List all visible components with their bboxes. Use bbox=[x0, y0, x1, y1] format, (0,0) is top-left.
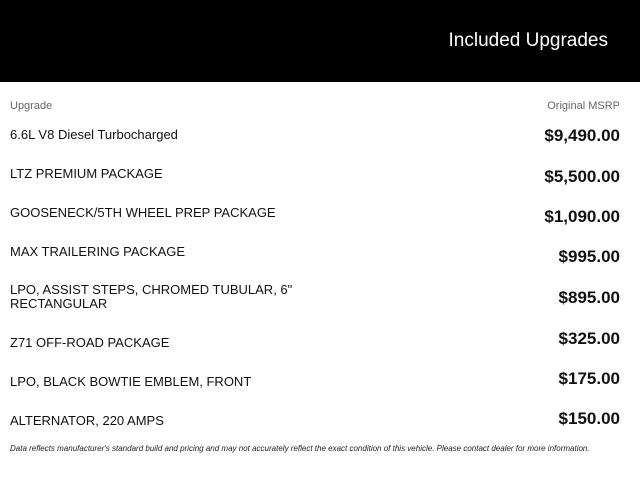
upgrade-price: $1,090.00 bbox=[544, 207, 620, 226]
upgrade-row bbox=[10, 369, 620, 411]
column-header-msrp: Original MSRP bbox=[547, 100, 620, 112]
upgrade-row bbox=[10, 245, 620, 281]
upgrade-row bbox=[10, 167, 620, 203]
upgrade-name: LPO, BLACK BOWTIE EMBLEM, FRONT bbox=[10, 374, 252, 389]
upgrade-price: $5,500.00 bbox=[544, 167, 620, 186]
upgrade-name: LTZ PREMIUM PACKAGE bbox=[10, 166, 163, 181]
upgrade-name: Z71 OFF-ROAD PACKAGE bbox=[10, 335, 170, 350]
page-title: Included Upgrades bbox=[448, 30, 608, 51]
upgrade-price: $9,490.00 bbox=[544, 126, 620, 145]
upgrade-name: ALTERNATOR, 220 AMPS bbox=[10, 413, 164, 428]
upgrade-row bbox=[10, 329, 620, 372]
header-bar bbox=[0, 0, 640, 82]
upgrade-price: $995.00 bbox=[558, 247, 620, 266]
upgrade-name: 6.6L V8 Diesel Turbocharged bbox=[10, 127, 178, 142]
upgrade-price: $150.00 bbox=[558, 409, 620, 428]
upgrade-price: $175.00 bbox=[558, 369, 620, 388]
upgrade-row bbox=[10, 206, 620, 242]
upgrade-name: MAX TRAILERING PACKAGE bbox=[10, 244, 186, 259]
upgrade-row bbox=[10, 128, 620, 164]
upgrade-price: $325.00 bbox=[558, 329, 620, 348]
column-header-upgrade: Upgrade bbox=[10, 100, 53, 112]
disclaimer-text: Data reflects manufacturer's standard build and pricing and may not accurately reflect the exact condition of this vehicle. Please contact dealer for more information. bbox=[10, 444, 590, 453]
upgrade-row bbox=[10, 283, 620, 327]
upgrade-price: $895.00 bbox=[558, 288, 620, 307]
upgrade-name: GOOSENECK/5TH WHEEL PREP PACKAGE bbox=[10, 205, 276, 220]
upgrade-name: LPO, ASSIST STEPS, CHROMED TUBULAR, 6" RECTANGULAR bbox=[10, 282, 293, 311]
